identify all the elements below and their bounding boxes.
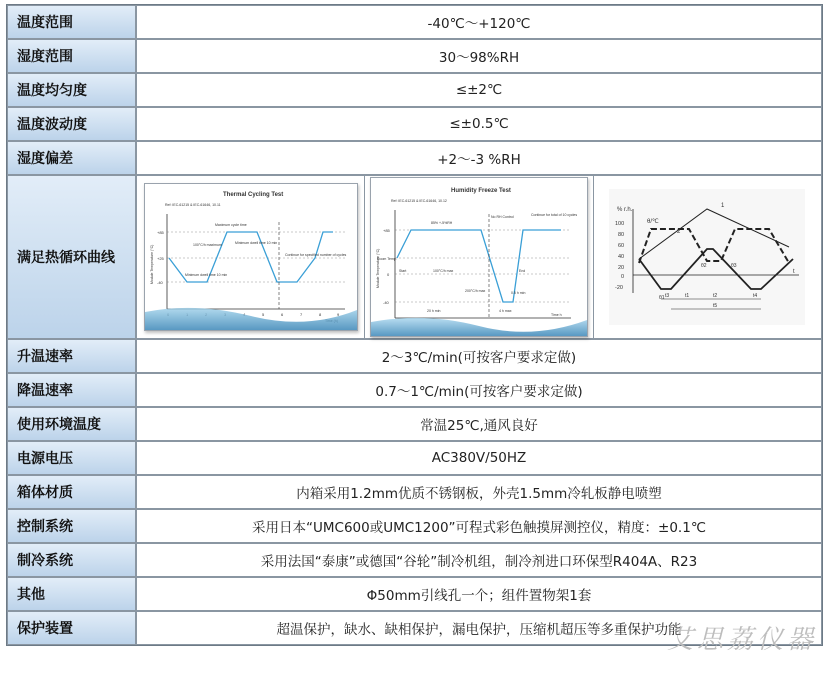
y-tick: 0 [621, 274, 625, 280]
row-label: 保护装置 [7, 611, 136, 645]
y-tick: 60 [618, 243, 625, 249]
annotation: 20 h min [426, 309, 441, 313]
y-tick: +85 [382, 228, 390, 233]
temperature-humidity-curve [609, 189, 805, 325]
y-tick: -40 [382, 300, 389, 305]
x-tick: 9 [336, 312, 339, 317]
curve-label: 2 [677, 229, 681, 235]
curve-label: t5 [713, 303, 718, 309]
y-tick: 40 [618, 254, 625, 260]
y-tick: 0 [386, 272, 390, 277]
chart-ref: Ref: IEC-61215 & IEC-61646, 10.11 [164, 203, 221, 207]
y-tick: +85 [156, 230, 164, 235]
x-tick: 8 [318, 312, 321, 317]
y-tick: Room Temp. [376, 257, 397, 261]
row-label: 电源电压 [7, 441, 136, 475]
chart-ref: Ref: IEC-61215 & IEC-61646, 10.12 [390, 199, 447, 203]
row-value: -40℃～+120℃ [136, 5, 822, 39]
annotation: 4 h max [498, 309, 512, 313]
row-value: 0.7～1℃/min(可按客户要求定做) [136, 373, 822, 407]
row-value: +2～-3 %RH [136, 141, 822, 175]
watermark: 艾思荔仪器 [666, 625, 817, 655]
annotation: End [518, 269, 526, 273]
y-axis-label: Module Temperature (°C) [149, 244, 154, 284]
thermal-cycling-chart [144, 183, 358, 331]
row-value: ≤±2℃ [136, 73, 822, 107]
curve-label: 1 [721, 203, 725, 209]
row-label: 其他 [7, 577, 136, 611]
row-value: 30～98%RH [136, 39, 822, 73]
annotation: Continue for specified number of cycles [284, 253, 346, 257]
row-label: 制冷系统 [7, 543, 136, 577]
row-value: 采用日本“UMC600或UMC1200”可程式彩色触摸屏测控仪，精度：±0.1℃ [136, 509, 822, 543]
annotation: 0.5 h min [510, 291, 526, 295]
x-tick: 7 [299, 312, 302, 317]
y-axis-label: Module Temperature (°C) [375, 248, 380, 288]
annotation: Continue for total of 10 cycles [530, 213, 578, 217]
curve-label: t1 [685, 293, 690, 299]
row-value: 超温保护，缺水、缺相保护，漏电保护，压缩机超压等多重保护功能 [136, 611, 822, 645]
curve-label: θ1 [659, 295, 665, 301]
table-row [7, 141, 822, 175]
y-tick: 20 [618, 265, 625, 271]
annotation: Minimum dwell time 10 min [234, 241, 277, 245]
row-value: AC380V/50HZ [136, 441, 822, 475]
table-row [7, 73, 822, 107]
row-label: 箱体材质 [7, 475, 136, 509]
row-label: 温度范围 [7, 5, 136, 39]
y-axis-unit: θ/℃ [647, 219, 660, 225]
table-row [7, 509, 822, 543]
table-row [7, 39, 822, 73]
table-row [7, 577, 822, 611]
row-value: 2～3℃/min(可按客户要求定做) [136, 339, 822, 373]
annotation: 100°C/h max [432, 269, 454, 273]
row-value: 内箱采用1.2mm优质不锈钢板，外壳1.5mm冷轧板静电喷塑 [136, 475, 822, 509]
x-axis-label: Time h [550, 313, 562, 317]
table-row [7, 107, 822, 141]
y-tick: -20 [615, 285, 624, 291]
chart-title: Thermal Cycling Test [222, 192, 283, 198]
x-tick: 5 [261, 312, 264, 317]
annotation: 85% +-5%RH [430, 221, 453, 225]
row-label: 使用环境温度 [7, 407, 136, 441]
annotation: Start [398, 269, 407, 273]
curve-label: t3 [665, 293, 670, 299]
table-row [7, 441, 822, 475]
row-value: 常温25℃,通风良好 [136, 407, 822, 441]
x-tick: 6 [280, 312, 283, 317]
row-label: 升温速率 [7, 339, 136, 373]
y-tick: +25 [156, 256, 164, 261]
curve-images [136, 175, 822, 339]
chart-title: Humidity Freeze Test [450, 188, 511, 194]
humidity-freeze-chart [370, 177, 588, 337]
table-row [7, 407, 822, 441]
table-row-curves [7, 175, 822, 339]
curve-label: θ2 [701, 263, 707, 269]
row-label: 温度波动度 [7, 107, 136, 141]
curve-label: t2 [713, 293, 718, 299]
curve-label: θ3 [731, 263, 737, 269]
row-label: 控制系统 [7, 509, 136, 543]
annotation: Minimum dwell time 10 min [184, 273, 227, 277]
row-label: 满足热循环曲线 [7, 175, 136, 339]
y-tick: 100 [615, 221, 625, 227]
y-axis-unit: % r.h. [617, 207, 633, 213]
row-label: 湿度范围 [7, 39, 136, 73]
annotation: 100°C/h maximum [192, 243, 222, 247]
spec-table [6, 4, 823, 646]
annotation: Maximum cycle time [214, 223, 247, 227]
annotation: No RH Control [490, 215, 514, 219]
row-label: 温度均匀度 [7, 73, 136, 107]
row-label: 湿度偏差 [7, 141, 136, 175]
row-label: 降温速率 [7, 373, 136, 407]
row-value: ≤±0.5℃ [136, 107, 822, 141]
table-row [7, 373, 822, 407]
table-row [7, 543, 822, 577]
table-row [7, 611, 822, 645]
x-axis-label: t [793, 269, 795, 275]
y-tick: -40 [156, 280, 163, 285]
table-row [7, 339, 822, 373]
row-value: Φ50mm引线孔一个；组件置物架1套 [136, 577, 822, 611]
curve-label: t4 [753, 293, 758, 299]
table-row [7, 5, 822, 39]
table-row [7, 475, 822, 509]
y-tick: 80 [618, 232, 625, 238]
row-value: 采用法国“泰康”或德国“谷轮”制冷机组，制冷剂进口环保型R404A、R23 [136, 543, 822, 577]
annotation: 200°C/h max [464, 289, 486, 293]
